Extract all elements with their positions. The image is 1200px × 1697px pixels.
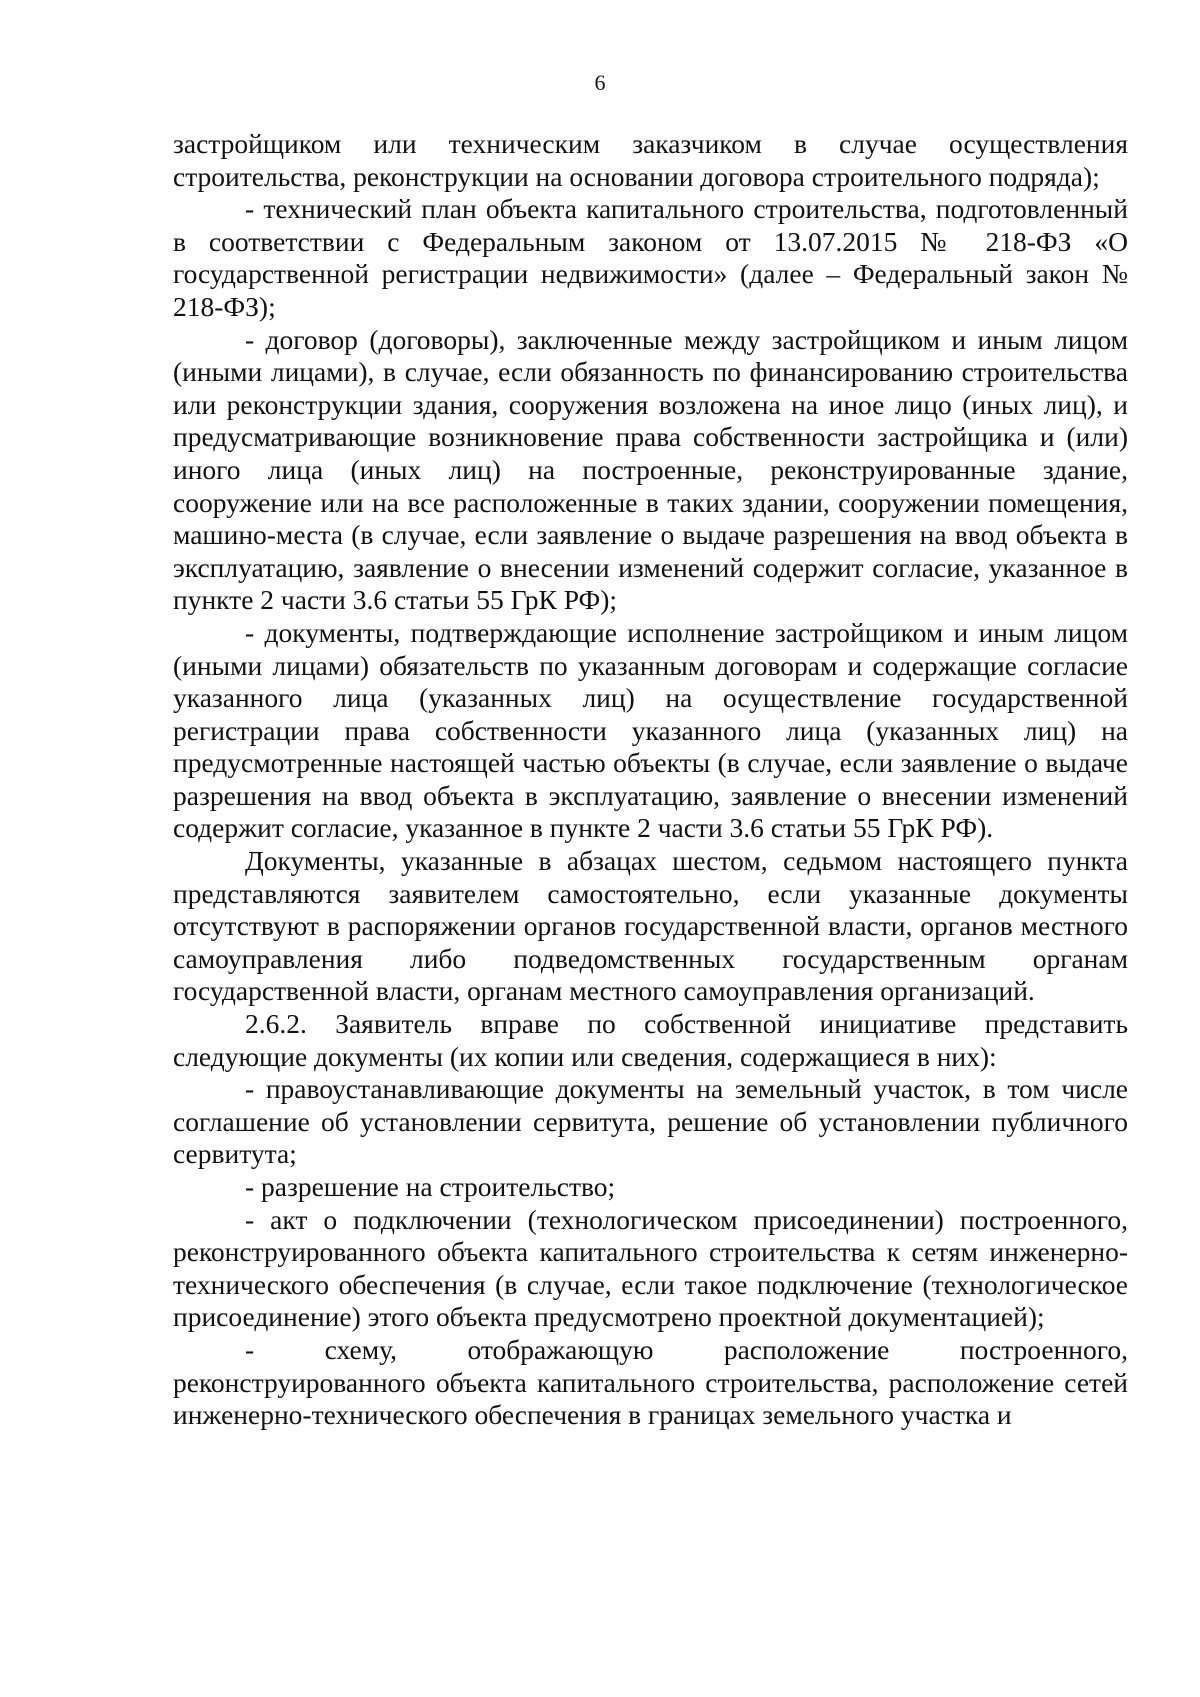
page-number: 6 <box>594 70 606 95</box>
paragraph-self-submitted-documents: Документы, указанные в абзацах шестом, седьмом настоящего пункта представляются заявителем самостоятельно, если указанные документы отсутствуют в распоряжении органов государственной власти, органов местного самоуправления либо подведомственных государственным органам государственной власти, органам местного самоуправления организаций. <box>173 845 1128 1007</box>
list-item-fulfillment-documents: - документы, подтверждающие исполнение застройщиком и иным лицом (иными лицами) обязательств по указанным договорам и содержащие согласие указанного лица (указанных лиц) на осуществление государственной регистрации права собственности указанного лица (указанных лиц) на предусмотренные настоящей частью объекты (в случае, если заявление о выдаче разрешения на ввод объекта в эксплуатацию, заявление о внесении изменений содержит согласие, указанное в пункте 2 части 3.6 статьи 55 ГрК РФ). <box>173 616 1128 844</box>
list-item-technical-plan: - технический план объекта капитального строительства, подготовленный в соответствии с Федеральным законом от 13.07.2015 № 218-ФЗ «О государственной регистрации недвижимости» (далее – Федеральный закон № 218-ФЗ); <box>173 193 1128 322</box>
list-item-contracts: - договор (договоры), заключенные между застройщиком и иным лицом (иными лицами), в случае, если обязанность по финансированию строительства или реконструкции здания, сооружения возложена на иное лицо (иных лиц), и предусматривающие возникновение права собственности застройщика и (или) иного лица (иных лиц) на построенные, реконструированные здание, сооружение или на все расположенные в таких здании, сооружении помещения, машино-места (в случае, если заявление о выдаче разрешения на ввод объекта в эксплуатацию, заявление о внесении изменений содержит согласие, указанное в пункте 2 части 3.6 статьи 55 ГрК РФ); <box>173 323 1128 616</box>
paragraph-2-6-2: 2.6.2. Заявитель вправе по собственной инициативе представить следующие документы (их копии или сведения, содержащиеся в них): <box>173 1008 1128 1072</box>
list-item-connection-act: - акт о подключении (технологическом присоединении) построенного, реконструированного объекта капитального строительства к сетям инженерно-технического обеспечения (в случае, если такое подключение (технологическое присоединение) этого объекта предусмотрено проектной документацией); <box>173 1203 1128 1333</box>
document-body <box>173 128 1128 1432</box>
list-item-layout-scheme: - схему, отображающую расположение построенного, реконструированного объекта капитального строительства, расположение сетей инженерно-технического обеспечения в границах земельного участка и <box>173 1333 1128 1431</box>
list-item-construction-permit: - разрешение на строительство; <box>245 1171 616 1202</box>
list-item-land-title-documents: - правоустанавливающие документы на земельный участок, в том числе соглашение об установлении сервитута, решение об установлении публичного сервитута; <box>173 1073 1128 1170</box>
paragraph-continuation: застройщиком или техническим заказчиком в случае осуществления строительства, реконструкции на основании договора строительного подряда); <box>173 128 1128 192</box>
